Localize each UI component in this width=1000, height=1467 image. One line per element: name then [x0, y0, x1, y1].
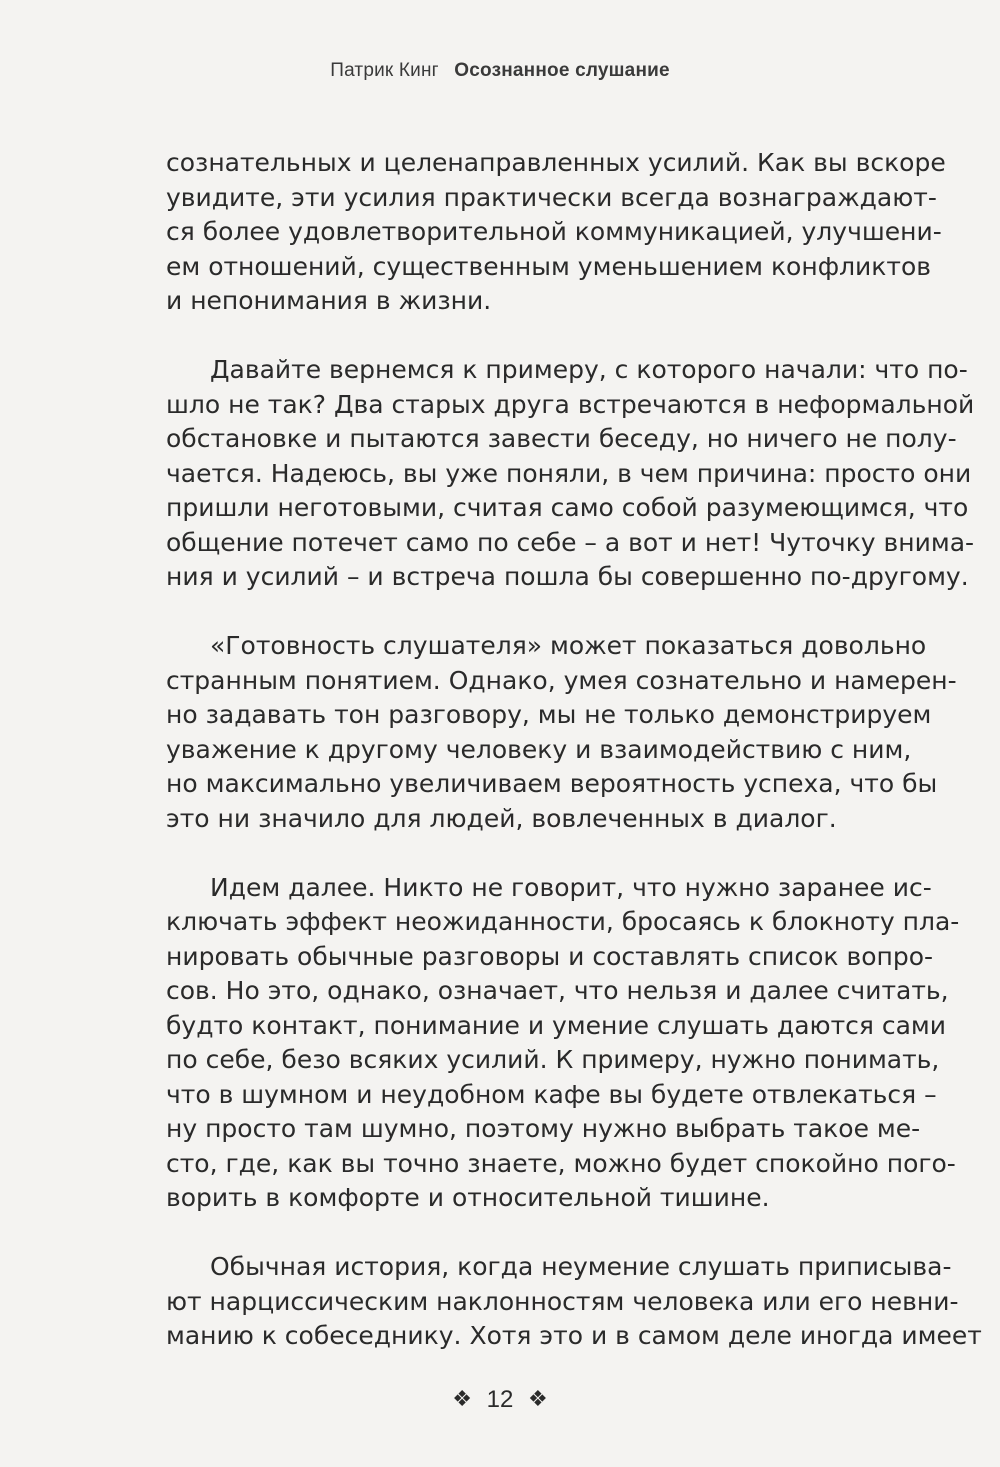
text-line: шло не так? Два старых друга встречаются в неформальной [166, 389, 975, 419]
text-line: ну просто там шумно, поэтому нужно выбрать такое ме- [166, 1114, 921, 1143]
text-line: будто контакт, понимание и умение слушать даются сами [166, 1010, 947, 1040]
text-line: увидите, эти усилия практически всегда вознаграждают- [166, 182, 937, 212]
text-line: пришли неготовыми, считая само собой разумеющимся, что [166, 493, 969, 522]
text-line: ся более удовлетворительной коммуникацией, улучшени- [166, 217, 942, 246]
ornament-right-icon: ❖ [528, 1386, 548, 1411]
text-line: Обычная история, когда неумение слушать приписыва- [210, 1252, 952, 1281]
page-footer [0, 1386, 1000, 1414]
text-line: нировать обычные разговоры и составлять список вопро- [166, 941, 934, 971]
text-line: чается. Надеюсь, вы уже поняли, в чем причина: просто они [166, 458, 972, 488]
text-line: странным понятием. Однако, умея сознательно и намерен- [166, 665, 957, 695]
text-line: ем отношений, существенным уменьшением конфликтов [166, 251, 931, 281]
ornament-left-icon: ❖ [452, 1386, 472, 1411]
text-line: сознательных и целенаправленных усилий. Как вы вскоре [166, 148, 946, 177]
paragraph [166, 1250, 982, 1354]
running-head [0, 60, 1000, 82]
text-line: ют нарциссическим наклонностям человека или его невни- [166, 1286, 959, 1316]
text-line: сто, где, как вы точно знаете, можно будет спокойно пого- [166, 1148, 956, 1178]
text-line: общение потечет само по себе – а вот и нет! Чуточку внима- [166, 527, 975, 557]
text-line: это ни значило для людей, вовлеченных в диалог. [166, 803, 837, 833]
text-line: ворить в комфорте и относительной тишине. [166, 1183, 770, 1212]
text-line: обстановке и пытаются завести беседу, но ничего не полу- [166, 424, 957, 453]
text-line: сов. Но это, однако, означает, что нельзя и далее считать, [166, 976, 949, 1005]
body-text [166, 146, 982, 1388]
text-line: манию к собеседнику. Хотя это и в самом деле иногда имеет [166, 1321, 982, 1350]
text-line: что в шумном и неудобном кафе вы будете отвлекаться – [166, 1079, 937, 1109]
paragraph [166, 629, 957, 836]
page-number: 12 [486, 1386, 514, 1413]
text-line: «Готовность слушателя» может показаться довольно [210, 631, 927, 660]
paragraph [166, 871, 960, 1216]
text-line: Идем далее. Никто не говорит, что нужно заранее ис- [210, 872, 932, 902]
text-line: но максимально увеличиваем вероятность успеха, что бы [166, 769, 938, 798]
paragraph [166, 146, 946, 319]
text-line: уважение к другому человеку и взаимодействию с ним, [166, 734, 912, 764]
header-book-title: Осознанное слушание [454, 60, 670, 81]
text-line: по себе, безо всяких усилий. К примеру, нужно понимать, [166, 1045, 940, 1074]
text-line: ния и усилий – и встреча пошла бы совершенно по-другому. [166, 562, 969, 591]
text-line: ключать эффект неожиданности, бросаясь к блокноту пла- [166, 907, 960, 936]
header-author: Патрик Кинг [330, 60, 439, 81]
paragraph [166, 353, 975, 595]
text-line: Давайте вернемся к примеру, с которого начали: что по- [210, 355, 968, 384]
text-line: но задавать тон разговору, мы не только демонстрируем [166, 700, 932, 729]
text-line: и непонимания в жизни. [166, 286, 492, 315]
